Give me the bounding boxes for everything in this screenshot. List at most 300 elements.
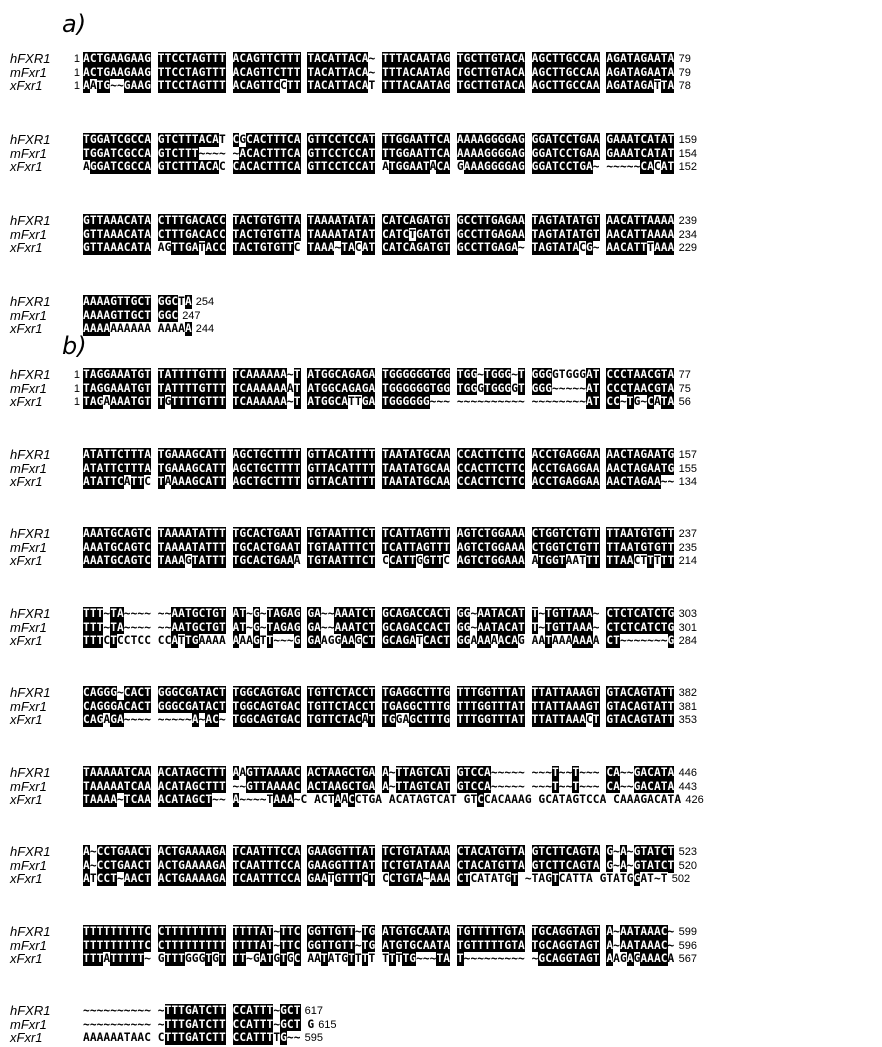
residue: A bbox=[579, 699, 586, 713]
column-gap bbox=[226, 214, 233, 228]
residue: T bbox=[660, 713, 668, 726]
residue: G bbox=[110, 713, 117, 726]
residue: T bbox=[382, 699, 389, 713]
residue: T bbox=[660, 79, 668, 92]
residue: C bbox=[354, 133, 362, 146]
residue: T bbox=[368, 227, 376, 241]
column-gap bbox=[525, 241, 532, 255]
residue: T bbox=[110, 938, 117, 952]
residue: A bbox=[314, 845, 321, 858]
column-gap bbox=[450, 66, 457, 80]
residue: G bbox=[96, 368, 104, 381]
residue: T bbox=[246, 938, 253, 952]
residue: T bbox=[613, 540, 620, 554]
residue: T bbox=[293, 527, 301, 540]
residue: A bbox=[293, 845, 301, 858]
residue: A bbox=[361, 146, 369, 160]
residue: A bbox=[191, 79, 199, 92]
residue: T bbox=[205, 620, 213, 634]
residue: T bbox=[518, 686, 525, 699]
residue: G bbox=[117, 858, 124, 872]
residue: T bbox=[382, 448, 389, 461]
residue: A bbox=[89, 395, 97, 408]
residue: A bbox=[341, 461, 349, 475]
residue: T bbox=[463, 779, 471, 793]
end-position: 303 bbox=[678, 608, 697, 620]
residue: T bbox=[348, 952, 355, 965]
residue: A bbox=[144, 461, 151, 475]
residue: A bbox=[538, 227, 546, 241]
residue: A bbox=[83, 845, 90, 858]
residue: G bbox=[327, 634, 335, 647]
residue: T bbox=[212, 554, 219, 567]
residue: T bbox=[320, 133, 328, 146]
residue: T bbox=[613, 607, 620, 620]
residue: T bbox=[252, 779, 260, 793]
residue: A bbox=[443, 461, 450, 475]
residue: ~ bbox=[144, 713, 151, 726]
residue: T bbox=[280, 925, 287, 938]
start-position: 1 bbox=[73, 369, 80, 381]
residue: A bbox=[130, 1031, 138, 1044]
column-gap bbox=[301, 554, 308, 568]
residue: T bbox=[130, 448, 138, 461]
residue: A bbox=[246, 845, 253, 858]
residue: A bbox=[246, 1031, 253, 1044]
residue: T bbox=[552, 146, 559, 160]
residue: ~ bbox=[497, 766, 505, 779]
residue: T bbox=[83, 952, 90, 965]
residue: G bbox=[463, 620, 471, 634]
residue: T bbox=[490, 620, 498, 634]
residue: C bbox=[361, 554, 369, 567]
residue: T bbox=[293, 52, 301, 65]
residue: T bbox=[205, 52, 213, 65]
residue: A bbox=[205, 713, 213, 726]
residue: A bbox=[198, 845, 206, 858]
residue: T bbox=[538, 845, 546, 858]
column-gap bbox=[226, 52, 233, 66]
residue: A bbox=[83, 160, 90, 173]
residue: C bbox=[613, 395, 620, 408]
residue: ~ bbox=[218, 146, 226, 160]
start-position: 1 bbox=[73, 66, 80, 79]
column-gap bbox=[375, 700, 382, 714]
residue: A bbox=[592, 52, 600, 65]
residue: C bbox=[545, 448, 552, 461]
residue: A bbox=[286, 620, 294, 634]
column-gap bbox=[226, 621, 233, 635]
residue: A bbox=[280, 395, 287, 408]
residue: T bbox=[171, 1004, 179, 1017]
residue: G bbox=[198, 79, 206, 92]
residue: G bbox=[606, 845, 614, 858]
residue: T bbox=[647, 686, 654, 699]
residue: ~ bbox=[422, 952, 430, 965]
residue: T bbox=[436, 952, 444, 965]
residue: A bbox=[395, 699, 403, 713]
residue: C bbox=[470, 766, 478, 779]
column-gap bbox=[600, 382, 607, 396]
residue: A bbox=[558, 634, 566, 647]
residue: T bbox=[443, 214, 450, 227]
residue: T bbox=[205, 527, 213, 540]
sequence-residues bbox=[83, 475, 674, 489]
sequence-residues bbox=[83, 527, 674, 541]
residue: G bbox=[184, 1004, 192, 1017]
residue: ~ bbox=[477, 952, 484, 965]
column-gap bbox=[375, 952, 382, 966]
residue: G bbox=[239, 540, 247, 554]
residue: C bbox=[252, 686, 260, 699]
column-gap bbox=[226, 925, 233, 939]
residue: ~ bbox=[89, 1004, 97, 1017]
residue: G bbox=[504, 146, 512, 160]
residue: T bbox=[660, 620, 668, 634]
residue: T bbox=[531, 214, 539, 227]
residue: T bbox=[647, 699, 654, 713]
residue: C bbox=[640, 160, 648, 173]
residue: C bbox=[239, 65, 247, 79]
residue: T bbox=[368, 133, 376, 146]
residue: ~ bbox=[518, 766, 525, 779]
residue: T bbox=[552, 79, 559, 92]
residue: ~ bbox=[286, 1031, 294, 1044]
end-position: 244 bbox=[195, 323, 215, 335]
species-label: xFxr1 bbox=[10, 951, 43, 966]
residue: T bbox=[341, 133, 349, 146]
residue: T bbox=[110, 845, 117, 858]
residue: T bbox=[178, 395, 185, 408]
residue: A bbox=[103, 146, 111, 160]
residue: A bbox=[178, 475, 185, 488]
residue: A bbox=[674, 793, 682, 806]
residue: A bbox=[504, 79, 512, 92]
residue: G bbox=[640, 540, 648, 554]
residue: T bbox=[218, 699, 226, 713]
residue: T bbox=[477, 938, 484, 952]
column-gap bbox=[151, 66, 158, 80]
residue: T bbox=[130, 475, 138, 488]
residue: T bbox=[286, 79, 294, 92]
residue: A bbox=[402, 52, 410, 65]
residue: A bbox=[334, 540, 342, 554]
residue: T bbox=[470, 938, 478, 952]
residue: A bbox=[117, 607, 124, 620]
residue: T bbox=[191, 160, 199, 173]
residue: A bbox=[191, 65, 199, 79]
residue: C bbox=[497, 475, 505, 488]
residue: C bbox=[246, 527, 253, 540]
residue: ~ bbox=[497, 779, 505, 793]
residue: T bbox=[450, 793, 457, 806]
residue: G bbox=[538, 368, 546, 381]
residue: ~ bbox=[144, 607, 151, 620]
residue: T bbox=[96, 620, 104, 634]
residue: T bbox=[504, 475, 512, 488]
end-position: 617 bbox=[304, 1005, 323, 1017]
residue: C bbox=[117, 540, 124, 554]
residue: C bbox=[606, 607, 614, 620]
residue: G bbox=[484, 686, 491, 699]
residue: T bbox=[239, 952, 247, 965]
residue: T bbox=[239, 938, 247, 952]
residue: C bbox=[592, 793, 600, 806]
residue: G bbox=[436, 368, 444, 381]
residue: G bbox=[640, 65, 648, 79]
residue: G bbox=[89, 133, 97, 146]
column-gap bbox=[301, 766, 308, 780]
residue: C bbox=[178, 699, 185, 713]
residue: ~ bbox=[144, 1004, 151, 1017]
residue: T bbox=[348, 461, 355, 475]
residue: T bbox=[565, 214, 573, 227]
residue: A bbox=[286, 686, 294, 699]
residue: T bbox=[402, 925, 410, 938]
residue: G bbox=[103, 368, 111, 381]
residue: G bbox=[402, 133, 410, 146]
residue: T bbox=[572, 160, 580, 173]
residue: G bbox=[518, 133, 525, 146]
residue: T bbox=[382, 858, 389, 872]
residue: A bbox=[314, 241, 321, 254]
residue: T bbox=[579, 793, 586, 806]
residue: T bbox=[205, 381, 213, 395]
column-gap bbox=[450, 607, 457, 621]
residue: C bbox=[613, 368, 620, 381]
residue: G bbox=[572, 793, 580, 806]
residue: C bbox=[653, 607, 661, 620]
sequence-residues bbox=[83, 634, 674, 648]
column-gap bbox=[450, 859, 457, 873]
residue: A bbox=[117, 368, 124, 381]
residue: A bbox=[647, 925, 654, 938]
residue: C bbox=[239, 858, 247, 872]
residue: G bbox=[157, 146, 165, 160]
residue: G bbox=[252, 607, 260, 620]
residue: A bbox=[130, 52, 138, 65]
residue: T bbox=[259, 79, 267, 92]
residue: T bbox=[429, 214, 437, 227]
residue: G bbox=[443, 713, 450, 726]
residue: A bbox=[246, 65, 253, 79]
sequence-residues bbox=[83, 621, 674, 635]
residue: T bbox=[286, 65, 294, 79]
residue: T bbox=[83, 925, 90, 938]
residue: G bbox=[633, 845, 641, 858]
residue: T bbox=[484, 527, 491, 540]
end-position: 301 bbox=[678, 621, 697, 634]
residue: T bbox=[259, 1004, 267, 1017]
residue: T bbox=[626, 448, 634, 461]
residue: ~ bbox=[538, 766, 546, 779]
column-gap bbox=[375, 607, 382, 621]
residue: T bbox=[443, 607, 450, 620]
residue: T bbox=[538, 858, 546, 872]
residue: T bbox=[218, 554, 226, 567]
column-gap bbox=[226, 1018, 233, 1032]
residue: T bbox=[320, 540, 328, 554]
column-gap bbox=[226, 475, 233, 489]
residue: G bbox=[191, 793, 199, 806]
residue: G bbox=[307, 620, 315, 634]
residue: A bbox=[579, 620, 586, 634]
residue: A bbox=[96, 554, 104, 567]
residue: G bbox=[402, 607, 410, 620]
residue: ~ bbox=[286, 395, 294, 408]
residue: A bbox=[83, 52, 90, 65]
residue: T bbox=[212, 381, 219, 395]
residue: G bbox=[164, 308, 172, 322]
residue: ~ bbox=[579, 395, 586, 408]
residue: C bbox=[361, 607, 369, 620]
residue: T bbox=[273, 713, 281, 726]
residue: T bbox=[361, 461, 369, 475]
residue: ~ bbox=[619, 395, 627, 408]
residue: G bbox=[538, 133, 546, 146]
column-gap bbox=[301, 634, 308, 648]
residue: T bbox=[354, 448, 362, 461]
residue: ~ bbox=[538, 395, 546, 408]
residue: T bbox=[157, 475, 165, 488]
residue: T bbox=[667, 527, 675, 540]
residue: A bbox=[137, 779, 145, 793]
residue: T bbox=[354, 227, 362, 241]
residue: T bbox=[280, 160, 287, 173]
residue: C bbox=[354, 241, 362, 254]
residue: A bbox=[178, 554, 185, 567]
residue: T bbox=[232, 540, 240, 554]
residue: A bbox=[117, 322, 124, 335]
residue: G bbox=[395, 368, 403, 381]
residue: A bbox=[429, 634, 437, 647]
residue: T bbox=[286, 925, 294, 938]
residue: G bbox=[477, 713, 484, 726]
residue: A bbox=[83, 448, 90, 461]
residue: G bbox=[402, 686, 410, 699]
residue: T bbox=[660, 554, 668, 567]
residue: T bbox=[382, 461, 389, 475]
residue: C bbox=[286, 146, 294, 160]
sequence-row bbox=[0, 160, 882, 174]
residue: C bbox=[239, 1004, 247, 1017]
residue: A bbox=[422, 65, 430, 79]
residue: A bbox=[89, 766, 97, 779]
residue: T bbox=[320, 554, 328, 567]
residue: A bbox=[463, 133, 471, 146]
residue: A bbox=[572, 227, 580, 241]
residue: T bbox=[293, 475, 301, 488]
column-gap bbox=[375, 160, 382, 174]
residue: C bbox=[402, 227, 410, 241]
residue: C bbox=[422, 607, 430, 620]
residue: T bbox=[429, 368, 437, 381]
residue: G bbox=[273, 241, 281, 254]
residue: T bbox=[341, 227, 349, 241]
residue: T bbox=[307, 79, 315, 92]
residue: A bbox=[361, 713, 369, 726]
residue: G bbox=[545, 540, 552, 554]
residue: C bbox=[531, 540, 539, 554]
residue: ~ bbox=[626, 858, 634, 872]
residue: C bbox=[246, 540, 253, 554]
residue: C bbox=[144, 938, 151, 952]
residue: T bbox=[157, 540, 165, 554]
residue: T bbox=[320, 952, 328, 965]
residue: T bbox=[354, 475, 362, 488]
residue: T bbox=[361, 448, 369, 461]
residue: C bbox=[123, 214, 131, 227]
residue: ~ bbox=[518, 241, 525, 254]
residue: T bbox=[252, 227, 260, 241]
residue: A bbox=[382, 779, 389, 793]
residue: C bbox=[212, 713, 219, 726]
residue: T bbox=[184, 620, 192, 634]
residue: T bbox=[531, 938, 539, 952]
column-gap bbox=[600, 700, 607, 714]
residue: G bbox=[103, 52, 111, 65]
residue: A bbox=[246, 52, 253, 65]
residue: T bbox=[178, 368, 185, 381]
residue: A bbox=[232, 766, 240, 779]
residue: C bbox=[477, 475, 484, 488]
residue: T bbox=[484, 368, 491, 381]
residue: T bbox=[402, 952, 410, 965]
residue: T bbox=[266, 554, 274, 567]
residue: A bbox=[280, 554, 287, 567]
column-gap bbox=[301, 52, 308, 66]
residue: C bbox=[626, 699, 634, 713]
residue: A bbox=[552, 634, 559, 647]
species-label: hFXR1 bbox=[10, 213, 51, 228]
residue: T bbox=[456, 686, 464, 699]
residue: ~ bbox=[477, 395, 484, 408]
residue: T bbox=[96, 607, 104, 620]
residue: G bbox=[191, 766, 199, 779]
residue: A bbox=[436, 65, 444, 79]
residue: ~ bbox=[157, 1017, 165, 1031]
residue: A bbox=[157, 779, 165, 793]
residue: A bbox=[205, 634, 213, 647]
residue: T bbox=[558, 554, 566, 567]
column-gap bbox=[151, 309, 158, 323]
residue: T bbox=[660, 540, 668, 554]
column-gap bbox=[226, 845, 233, 859]
residue: T bbox=[198, 1031, 206, 1044]
residue: T bbox=[110, 925, 117, 938]
residue: A bbox=[653, 475, 661, 488]
residue: A bbox=[327, 475, 335, 488]
residue: A bbox=[89, 527, 97, 540]
residue: A bbox=[110, 368, 117, 381]
residue: A bbox=[552, 793, 559, 806]
residue: C bbox=[137, 858, 145, 872]
residue: C bbox=[565, 540, 573, 554]
residue: A bbox=[341, 793, 349, 806]
residue: A bbox=[368, 381, 376, 395]
residue: ~ bbox=[239, 779, 247, 793]
residue: T bbox=[164, 65, 172, 79]
species-label: xFxr1 bbox=[10, 321, 43, 336]
residue: A bbox=[334, 554, 342, 567]
residue: C bbox=[164, 872, 172, 885]
residue: A bbox=[395, 461, 403, 475]
residue: A bbox=[545, 133, 552, 146]
residue: ~ bbox=[552, 395, 559, 408]
residue: T bbox=[477, 52, 484, 65]
residue: T bbox=[293, 395, 301, 408]
residue: G bbox=[184, 686, 192, 699]
